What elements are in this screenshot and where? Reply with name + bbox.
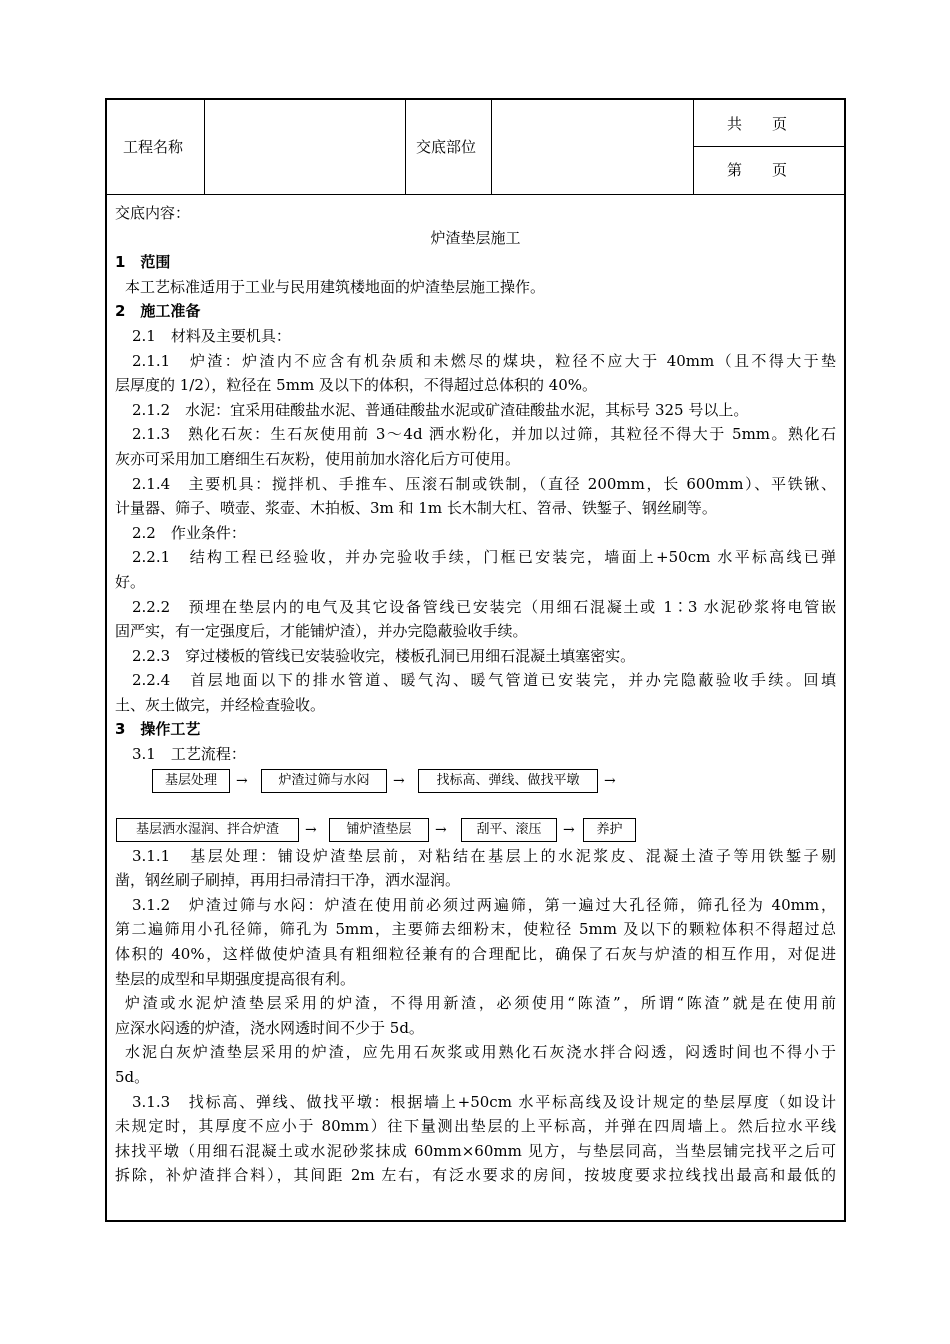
text-line: 灰亦可采用加工磨细生石灰粉，使用前加水溶化后方可使用。 <box>115 449 521 468</box>
flow-step: 基层洒水湿润、拌合炉渣 <box>116 818 299 842</box>
flow-arrow-icon: → <box>435 821 447 838</box>
flow-arrow-icon: → <box>305 821 317 838</box>
text-line: 固严实，有一定强度后，才能铺炉渣），并办完隐蔽验收手续。 <box>115 622 528 641</box>
divider <box>204 100 205 194</box>
text-line: 土、灰土做完，并经检查验收。 <box>115 695 326 714</box>
text-line: 第二遍筛用小孔径筛，筛孔为 5mm，主要筛去细粉末，使粒径 5mm 及以下的颗粒体积不得超过总 <box>115 920 836 939</box>
text-line: 2.2.2 预埋在垫层内的电气及其它设备管线已安装完（用细石混凝土或 1∶3 水泥砂浆将电管嵌 <box>132 597 836 616</box>
page-number: 第 页 <box>727 161 788 179</box>
text-line: 未规定时，其厚度不应小于 80mm）往下量测出垫层的上平标高，并弹在四周墙上。然后拉水平线 <box>115 1117 836 1136</box>
divider <box>491 100 492 194</box>
text-line: 本工艺标准适用于工业与民用建筑楼地面的炉渣垫层施工操作。 <box>125 277 546 296</box>
text-line: 2.1.4 主要机具：搅拌机、手推车、压滚石制或铁制，（直径 200mm，长 600mm）、平铁锹、 <box>132 474 836 493</box>
text-line: 计量器、筛子、喷壶、浆壶、木拍板、3m 和 1m 长木制大杠、笤帚、铁錾子、钢丝刷等。 <box>115 499 717 518</box>
flow-row-2 <box>115 818 852 848</box>
process-flow-row2-wrap <box>115 818 836 844</box>
text-line: 3.1.1 基层处理：铺设炉渣垫层前，对粘结在基层上的水泥浆皮、混凝土渣子等用铁錾子剔 <box>132 846 836 865</box>
text-line: 3 操作工艺 <box>115 720 201 739</box>
paragraphs-bottom <box>115 844 836 1188</box>
flow-arrow-icon: → <box>604 772 616 789</box>
flow-arrow-icon: → <box>236 772 248 789</box>
text-line: 应深水闷透的炉渣，浇水网透时间不少于 5d。 <box>115 1018 424 1037</box>
text-line: 凿，钢丝刷子刷掉，再用扫帚清扫干净，洒水湿润。 <box>115 871 461 890</box>
text-line: 好。 <box>115 572 146 591</box>
text-line: 1 范围 <box>115 253 171 272</box>
content-body <box>115 201 836 1188</box>
text-line: 抹找平墩（用细石混凝土或水泥砂浆抹成 60mm×60mm 见方，与垫层同高，当垫层铺完找平之后可 <box>115 1141 836 1160</box>
text-line: 2.1.1 炉渣：炉渣内不应含有机杂质和未燃尽的煤块，粒径不应大于 40mm（且不得大于垫 <box>132 351 836 370</box>
paragraphs-top <box>115 250 836 766</box>
text-line: 拆除，补炉渣拌合料），其间距 2m 左右，有泛水要求的房间，按坡度要求拉线找出最高和最低的 <box>115 1166 836 1185</box>
text-line: 2.1.3 熟化石灰：生石灰使用前 3～4d 洒水粉化，并加以过筛，其粒径不得大于 5mm。熟化石 <box>132 425 836 444</box>
text-line: 2.1.2 水泥：宜采用硅酸盐水泥、普通硅酸盐水泥或矿渣硅酸盐水泥，其标号 325 号以上。 <box>132 400 749 419</box>
flow-arrow-icon: → <box>563 821 575 838</box>
process-flow <box>115 767 836 818</box>
text-line: 2 施工准备 <box>115 302 201 321</box>
text-line: 层厚度的 1/2），粒径在 5mm 及以下的体积，不得超过总体积的 40%。 <box>115 376 598 395</box>
disclosure-sheet <box>105 98 846 1222</box>
document-title: 炉渣垫层施工 <box>430 228 521 247</box>
text-line: 2.1 材料及主要机具： <box>132 326 291 345</box>
total-pages: 共 页 <box>727 115 788 133</box>
text-line: 3.1.3 找标高、弹线、做找平墩：根据墙上+50cm 水平标高线及设计规定的垫层厚度（如设计 <box>132 1092 836 1111</box>
flow-row-1 <box>115 769 852 799</box>
flow-step: 养护 <box>583 818 636 842</box>
text-line: 2.2.3 穿过楼板的管线已安装验收完，楼板孔洞已用细石混凝土填塞密实。 <box>132 646 636 665</box>
flow-step: 找标高、弹线、做找平墩 <box>418 769 598 793</box>
text-line: 水泥白灰炉渣垫层采用的炉渣，应先用石灰浆或用熟化石灰浇水拌合闷透，闷透时间也不得小于 <box>125 1043 836 1062</box>
text-line: 体积的 40%，这样做使炉渣具有粗细粒径兼有的合理配比，确保了石灰与炉渣的相互作用，对促进 <box>115 945 836 964</box>
text-line: 3.1 工艺流程： <box>132 745 246 764</box>
flow-step: 基层处理 <box>152 769 230 793</box>
flow-step: 炉渣过筛与水闷 <box>261 769 387 793</box>
header-table <box>107 100 844 195</box>
text-line: 2.2.1 结构工程已经验收，并办完验收手续，门框已安装完，墙面上+50cm 水平标高线已弹 <box>132 548 836 567</box>
text-line: 2.2.4 首层地面以下的排水管道、暖气沟、暖气管道已安装完，并办完隐蔽验收手续。回填 <box>132 671 836 690</box>
divider <box>693 100 694 194</box>
disclosure-part-label: 交底部位 <box>416 138 477 156</box>
flow-step: 铺炉渣垫层 <box>329 818 429 842</box>
text-line: 5d。 <box>115 1068 150 1086</box>
flow-arrow-icon: → <box>393 772 405 789</box>
text-line: 炉渣或水泥炉渣垫层采用的炉渣，不得用新渣，必须使用“陈渣”，所谓“陈渣”就是在使用前 <box>125 994 836 1013</box>
intro-label: 交底内容： <box>115 204 191 222</box>
text-line: 3.1.2 炉渣过筛与水闷：炉渣在使用前必须过两遍筛，第一遍过大孔径筛，筛孔径为 40mm， <box>132 895 836 914</box>
project-name-label: 工程名称 <box>123 138 184 156</box>
divider <box>693 146 844 147</box>
text-line: 2.2 作业条件： <box>132 523 246 542</box>
flow-step: 刮平、滚压 <box>461 818 557 842</box>
text-line: 垫层的成型和早期强度提高很有利。 <box>115 969 356 988</box>
divider <box>405 100 406 194</box>
